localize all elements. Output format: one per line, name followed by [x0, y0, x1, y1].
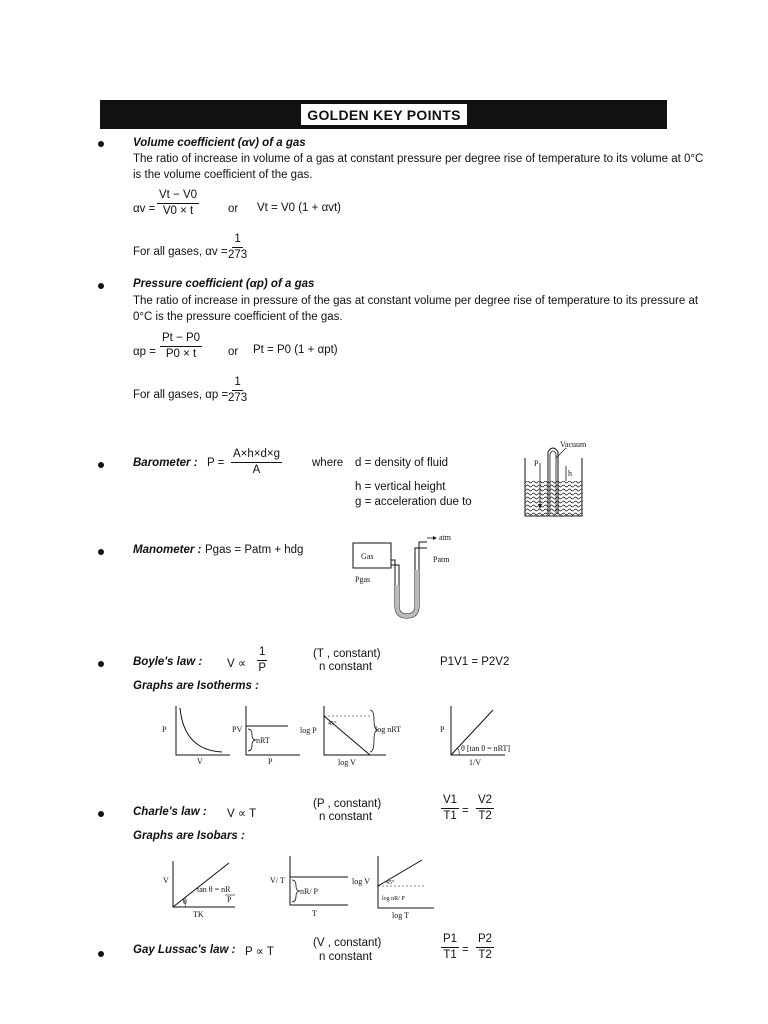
slope-note: θ [tan θ = nRT]: [461, 744, 511, 753]
barometer-h-label: h: [568, 469, 572, 478]
axis-label-x: log T: [392, 911, 409, 920]
atm-label: atm: [439, 533, 451, 542]
vacuum-label: Vacuum: [560, 440, 587, 449]
brace-label: log nRT: [375, 725, 401, 734]
gay-lussac-fraction-1: [441, 933, 459, 962]
theta-label: θ: [183, 897, 187, 906]
bullet: [98, 462, 104, 468]
axis-label-y: log V: [352, 877, 370, 886]
gay-lussac-fraction-2: [476, 933, 494, 962]
axis-label-y: P: [440, 725, 445, 734]
pressure-or: or: [228, 346, 239, 358]
volume-value-numerator: 1: [232, 233, 242, 248]
barometer-title: Barometer :: [133, 457, 198, 469]
boyle-condition-2: n constant: [319, 661, 373, 673]
charles-denominator-2: T2: [478, 810, 492, 822]
brace-label: nR/ P: [300, 887, 319, 896]
axis-label-x: TK: [193, 910, 204, 919]
charles-fraction-1: [441, 794, 459, 823]
gay-lussac-denominator-1: T1: [443, 949, 457, 961]
pressure-definition-line2: 0°C is the pressure coefficient of the gas.: [133, 311, 343, 323]
bullet: [98, 283, 104, 289]
gay-lussac-proportional: P ∝ T: [245, 946, 274, 958]
bullet: [98, 951, 104, 957]
volume-coefficient-title: Volume coefficient (αv) of a gas: [133, 137, 306, 149]
gay-lussac-equals: =: [462, 944, 469, 956]
volume-definition-line1: The ratio of increase in volume of a gas at constant pressure per degree rise of temperature to its volume at 0°C: [133, 153, 704, 165]
barometer-where: where: [312, 457, 344, 469]
charles-condition-2: n constant: [319, 811, 373, 823]
brace-label: log nR/ P: [382, 896, 405, 902]
bullet: [98, 141, 104, 147]
volume-formula-fraction: [157, 189, 199, 218]
gas-label: Gas: [361, 552, 374, 561]
axis-label-y: log P: [300, 726, 317, 735]
manometer-equation: Pgas = Patm + hdg: [205, 544, 304, 556]
volume-value-fraction: [228, 233, 247, 262]
bullet: [98, 811, 104, 817]
charles-denominator-1: T1: [443, 810, 457, 822]
gay-lussac-condition-1: (V , constant): [313, 937, 382, 949]
pressure-coefficient-title: Pressure coefficient (αp) of a gas: [133, 278, 315, 290]
axis-label-x: 1/V: [469, 758, 481, 767]
pressure-value-denominator: 273: [228, 392, 248, 404]
volume-value-denominator: 273: [228, 249, 248, 261]
patm-label: Patm: [433, 555, 450, 564]
boyle-equation: P1V1 = P2V2: [440, 656, 510, 668]
volume-or: or: [228, 203, 239, 215]
barometer-lhs: P =: [207, 457, 225, 469]
bullet: [98, 661, 104, 667]
pgas-label: Pgas: [355, 575, 371, 584]
header-box: [300, 103, 468, 126]
isotherm-logp-vs-logv: [300, 700, 412, 770]
slope-label: tan θ = nR: [197, 885, 231, 894]
axis-label-x: V: [197, 757, 203, 766]
charles-equals: =: [462, 805, 469, 817]
isobar-v-over-t-vs-t: [268, 850, 353, 920]
barometer-h-def: h = vertical height: [355, 481, 446, 493]
pressure-formula-fraction: [160, 332, 202, 361]
bullet: [98, 549, 104, 555]
barometer-g-def: g = acceleration due to: [355, 496, 472, 508]
pressure-formula-numerator: Pt − P0: [160, 332, 202, 347]
manometer-diagram: [345, 530, 470, 622]
pressure-formula-lhs: αp =: [133, 346, 156, 358]
axis-label-x: log V: [338, 758, 356, 767]
boyle-numerator: 1: [257, 646, 267, 661]
axis-label-y: V: [163, 876, 169, 885]
barometer-diagram: [520, 436, 590, 520]
volume-formula-numerator: Vt − V0: [157, 189, 199, 204]
charles-numerator-1: V1: [441, 794, 459, 809]
isotherms-heading: Graphs are Isotherms :: [133, 680, 259, 692]
isotherm-p-vs-inverse-v: [435, 700, 535, 770]
volume-formula-lhs: αv =: [133, 203, 156, 215]
angle-label: 45°: [328, 721, 337, 727]
charles-title: Charle's law :: [133, 806, 207, 818]
boyle-condition-1: (T , constant): [313, 648, 381, 660]
barometer-p-label: P: [534, 459, 539, 468]
brace-label: nRT: [256, 736, 270, 745]
barometer-fraction: [231, 448, 282, 477]
boyle-denominator: P: [258, 662, 267, 674]
axis-label-y: P: [162, 725, 167, 734]
isotherm-pv-vs-p: [232, 700, 307, 768]
charles-condition-1: (P , constant): [313, 798, 382, 810]
pressure-value-numerator: 1: [232, 376, 242, 391]
volume-all-gases: For all gases, αv =: [133, 246, 228, 258]
pressure-value-fraction: [228, 376, 247, 405]
gay-lussac-condition-2: n constant: [319, 951, 373, 963]
boyle-fraction: [257, 646, 267, 675]
pressure-formula-denominator: P0 × t: [165, 348, 197, 360]
angle-label: 45°: [386, 880, 395, 886]
gay-lussac-title: Gay Lussac's law :: [133, 944, 236, 956]
volume-definition-line2: is the volume coefficient of the gas.: [133, 169, 313, 181]
isobar-logv-vs-logt: [352, 850, 442, 922]
slope-denominator: P: [227, 895, 232, 904]
manometer-title: Manometer :: [133, 544, 202, 556]
boyle-title: Boyle's law :: [133, 656, 203, 668]
barometer-numerator: A×h×d×g: [231, 448, 282, 463]
axis-label-y: PV: [232, 725, 243, 734]
volume-formula-alt: Vt = V0 (1 + αvt): [257, 202, 341, 214]
gay-lussac-numerator-2: P2: [476, 933, 494, 948]
axis-label-y: V/ T: [270, 876, 285, 885]
gay-lussac-denominator-2: T2: [478, 949, 492, 961]
axis-label-x: P: [268, 757, 273, 766]
barometer-d-def: d = density of fluid: [355, 457, 449, 469]
page-title: GOLDEN KEY POINTS: [307, 107, 461, 123]
pressure-definition-line1: The ratio of increase in pressure of the gas at constant volume per degree rise of temperature to its pressure at: [133, 295, 699, 307]
boyle-proportional: V ∝: [227, 658, 247, 670]
gay-lussac-numerator-1: P1: [441, 933, 459, 948]
charles-proportional: V ∝ T: [227, 808, 257, 820]
charles-numerator-2: V2: [476, 794, 494, 809]
barometer-denominator: A: [252, 464, 261, 476]
volume-formula-denominator: V0 × t: [162, 205, 194, 217]
isobar-v-vs-t: [155, 855, 255, 925]
charles-fraction-2: [476, 794, 494, 823]
isotherm-p-vs-v: [160, 700, 235, 768]
isobars-heading: Graphs are Isobars :: [133, 830, 245, 842]
pressure-all-gases: For all gases, αp =: [133, 389, 229, 401]
axis-label-x: T: [312, 909, 317, 918]
pressure-formula-alt: Pt = P0 (1 + αpt): [253, 344, 338, 356]
